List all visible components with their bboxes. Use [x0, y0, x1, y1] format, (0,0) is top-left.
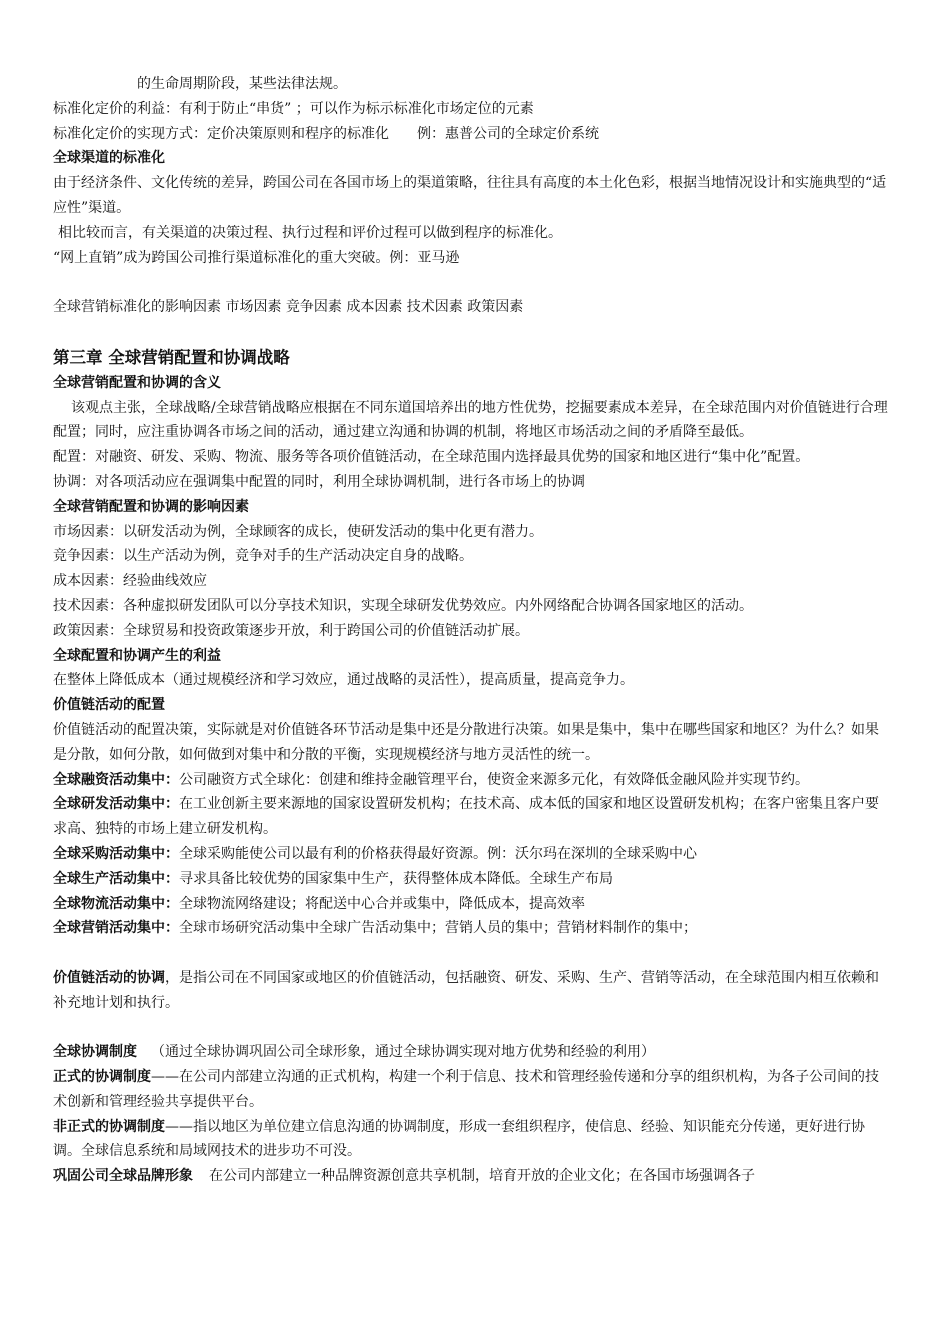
paragraph-global-coordination-system [53, 1040, 892, 1065]
paragraph-config-coordination-view: 该观点主张，全球战略/全球营销战略应根据在不同东道国培养出的地方性优势，挖掘要素成本差异，在全球范围内对价值链进行合理配置；同时，应注重协调各市场之间的活动，通过建立沟通和协调的机制，将地区市场活动之间的矛盾降至最低。 [53, 399, 888, 441]
heading-config-coordination-meaning: 全球营销配置和协调的含义 [53, 374, 221, 391]
label-value-chain-coordination: 价值链活动的协调 [53, 969, 165, 986]
paragraph-channel-localization: 由于经济条件、文化传统的差异，跨国公司在各国市场上的渠道策略，往往具有高度的本土化色彩，根据当地情况设计和实施典型的“适应性”渠道。 [53, 175, 887, 216]
paragraph-finance-centralization [53, 768, 892, 793]
paragraph-logistics-centralization [53, 892, 892, 917]
paragraph-technology-factor: 技术因素：各种虚拟研发团队可以分享技术知识，实现全球研发优势效应。内外网络配合协调各国家地区的活动。 [53, 597, 753, 614]
paragraph-global-brand-image [53, 1164, 892, 1189]
heading-value-chain-config: 价值链活动的配置 [53, 697, 165, 714]
label-rnd: 全球研发活动集中： [53, 796, 179, 813]
label-production: 全球生产活动集中： [53, 870, 179, 887]
paragraph-channel-process: 相比较而言，有关渠道的决策过程、执行过程和评价过程可以做到程序的标准化。 [58, 224, 562, 241]
paragraph-rnd-centralization [53, 792, 892, 842]
paragraph-market-factor: 市场因素：以研发活动为例，全球顾客的成长，使研发活动的集中化更有潜力。 [53, 523, 543, 540]
paragraph-value-chain-decision: 价值链活动的配置决策，实际就是对价值链各环节活动是集中还是分散进行决策。如果是集中，集中在哪些国家和地区？为什么？如果是分散，如何分散，如何做到对集中和分散的平衡，实现规模经济与地方灵活性的统一。 [53, 721, 879, 763]
paragraph-pricing-benefit: 标准化定价的利益：有利于防止“串货” ；可以作为标示标准化市场定位的元素 [53, 100, 534, 117]
paragraph-policy-factor: 政策因素：全球贸易和投资政策逐步开放，利于跨国公司的价值链活动扩展。 [53, 622, 529, 639]
label-procurement: 全球采购活动集中： [53, 845, 179, 862]
paragraph-lifecycle-tail: 的生命周期阶段，某些法律法规。 [137, 76, 347, 92]
paragraph-competition-factor: 竞争因素：以生产活动为例，竞争对手的生产活动决定自身的战略。 [53, 548, 473, 565]
paragraph-standardization-factors: 全球营销标准化的影响因素 市场因素 竞争因素 成本因素 技术因素 政策因素 [53, 299, 524, 316]
label-global-coordination: 全球协调制度 [53, 1044, 137, 1061]
blank-line [53, 941, 892, 966]
paragraph-coordination-definition: 协调：对各项活动应在强调集中配置的同时，利用全球协调机制，进行各市场上的协调 [53, 473, 585, 490]
text-formal-coordination: ——在公司内部建立沟通的正式机构，构建一个利于信息、技术和管理经验传递和分享的组织机构，为各子公司间的技术创新和管理经验共享提供平台。 [53, 1069, 879, 1110]
paragraph-configuration-definition: 配置：对融资、研发、采购、物流、服务等各项价值链活动，在全球范围内选择最具优势的国家和地区进行“集中化”配置。 [53, 449, 810, 466]
paragraph-pricing-implementation: 标准化定价的实现方式：定价决策原则和程序的标准化 例：惠普公司的全球定价系统 [53, 125, 599, 142]
paragraph-marketing-centralization [53, 916, 892, 941]
blank-line [53, 320, 892, 345]
text-global-brand-image: 在公司内部建立一种品牌资源创意共享机制，培育开放的企业文化；在各国市场强调各子 [209, 1168, 755, 1185]
paragraph-cost-factor: 成本因素：经验曲线效应 [53, 573, 207, 590]
text-finance: 公司融资方式全球化：创建和维持金融管理平台，使资金来源多元化，有效降低金融风险并实现节约。 [179, 771, 809, 788]
text-informal-coordination: ——指以地区为单位建立信息沟通的协调制度，形成一套组织程序，使信息、经验、知识能充分传递，更好进行协调。全球信息系统和局域网技术的进步功不可没。 [53, 1118, 865, 1160]
text-procurement: 全球采购能使公司以最有利的价格获得最好资源。例：沃尔玛在深圳的全球采购中心 [179, 845, 697, 862]
label-marketing: 全球营销活动集中： [53, 920, 179, 937]
heading-config-influence-factors: 全球营销配置和协调的影响因素 [53, 498, 249, 515]
paragraph-value-chain-coordination [53, 966, 892, 1016]
heading-channel-standardization: 全球渠道的标准化 [53, 150, 165, 167]
paragraph-formal-coordination [53, 1065, 892, 1115]
label-finance: 全球融资活动集中： [53, 771, 179, 788]
paragraph-informal-coordination [53, 1115, 892, 1165]
text-rnd: 在工业创新主要来源地的国家设置研发机构；在技术高、成本低的国家和地区设置研发机构；在客户密集且客户要求高、独特的市场上建立研发机构。 [53, 796, 879, 838]
paragraph-procurement-centralization [53, 842, 892, 867]
text-value-chain-coordination: ，是指公司在不同国家或地区的价值链活动，包括融资、研发、采购、生产、营销等活动，在全球范围内相互依赖和补充地计划和执行。 [53, 969, 879, 1011]
heading-config-benefits: 全球配置和协调产生的利益 [53, 647, 221, 664]
label-informal-coordination: 非正式的协调制度 [53, 1118, 165, 1135]
paragraph-benefits: 在整体上降低成本（通过规模经济和学习效应，通过战略的灵活性），提高质量，提高竞争力。 [53, 672, 634, 689]
blank-line [53, 270, 892, 295]
chapter-title: 第三章 全球营销配置和协调战略 [53, 347, 290, 367]
text-global-coordination: （通过全球协调巩固公司全球形象，通过全球协调实现对地方优势和经验的利用） [151, 1044, 655, 1061]
blank-line [53, 1015, 892, 1040]
label-logistics: 全球物流活动集中： [53, 895, 179, 912]
text-logistics: 全球物流网络建设；将配送中心合并或集中，降低成本，提高效率 [179, 895, 585, 912]
text-production: 寻求具备比较优势的国家集中生产，获得整体成本降低。全球生产布局 [179, 870, 613, 887]
label-global-brand-image: 巩固公司全球品牌形象 [53, 1168, 193, 1185]
paragraph-online-direct-sales: “网上直销”成为跨国公司推行渠道标准化的重大突破。例：亚马逊 [53, 249, 460, 266]
paragraph-production-centralization [53, 867, 892, 892]
text-marketing: 全球市场研究活动集中全球广告活动集中；营销人员的集中；营销材料制作的集中； [179, 920, 697, 937]
label-formal-coordination: 正式的协调制度 [53, 1069, 151, 1086]
